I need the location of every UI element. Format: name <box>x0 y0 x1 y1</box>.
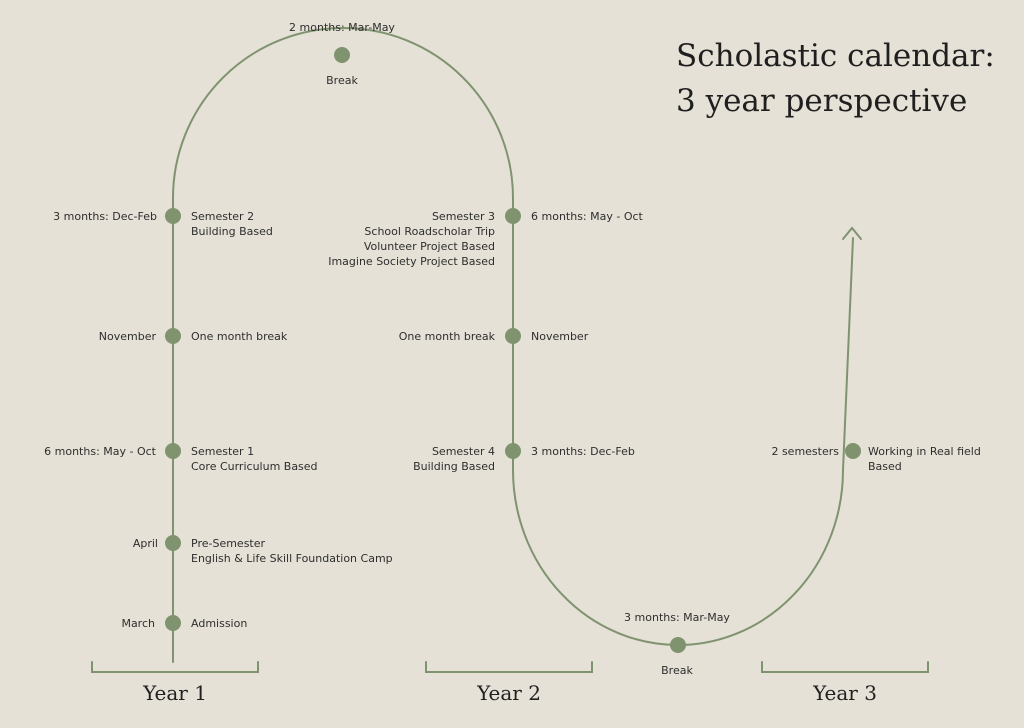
year-2-label: Year 2 <box>477 681 541 705</box>
year-3-label: Year 3 <box>813 681 877 705</box>
y1-march-right-label: Admission <box>191 617 248 630</box>
bottom-break-below-label: Break <box>661 664 693 677</box>
y3-field-left-label: 2 semesters <box>771 445 839 458</box>
node-dot-y2-november <box>505 328 521 344</box>
page-title <box>676 34 995 124</box>
y3-field-right-label: Working in Real field Based <box>868 445 981 473</box>
year-1-bracket <box>92 662 258 672</box>
y1-sem2-left-label: 3 months: Dec-Feb <box>53 210 157 223</box>
node-dot-bottom-break <box>670 637 686 653</box>
node-dot-y1-sem2 <box>165 208 181 224</box>
node-dot-y2-sem4 <box>505 443 521 459</box>
node-dot-y2-sem3 <box>505 208 521 224</box>
y2-november-right-label: November <box>531 330 589 343</box>
y2-november-left-label: One month break <box>398 330 495 343</box>
y1-sem1-left-label: 6 months: May - Oct <box>44 445 156 458</box>
y2-sem4-right-label: 3 months: Dec-Feb <box>531 445 635 458</box>
y1-march-left-label: March <box>121 617 155 630</box>
y1-sem1-right-label: Semester 1 Core Curriculum Based <box>191 445 318 473</box>
y1-april-left-label: April <box>132 537 158 550</box>
y1-april-right-label: Pre-Semester English & Life Skill Foundation Camp <box>191 537 393 565</box>
node-dot-y1-sem1 <box>165 443 181 459</box>
top-break-below-label: Break <box>326 74 358 87</box>
node-dot-y1-april <box>165 535 181 551</box>
node-dot-y1-march <box>165 615 181 631</box>
y2-sem3-left-label: Semester 3 School Roadscholar Trip Volunteer Project Based Imagine Society Project Based <box>328 210 495 268</box>
bottom-break-above-label: 3 months: Mar-May <box>624 611 730 624</box>
top-break-above-label: 2 months: Mar-May <box>289 21 395 34</box>
y1-november-left-label: November <box>98 330 156 343</box>
y1-november-right-label: One month break <box>191 330 288 343</box>
year-3-bracket <box>762 662 928 672</box>
arrow-head-icon <box>843 228 861 239</box>
node-dot-top-break <box>334 47 350 63</box>
year-2-bracket <box>426 662 592 672</box>
y1-sem2-right-label: Semester 2 Building Based <box>191 210 273 238</box>
title-line-1: Scholastic calendar: <box>676 38 995 74</box>
node-dot-y1-november <box>165 328 181 344</box>
node-dot-y3-field <box>845 443 861 459</box>
y2-sem3-right-label: 6 months: May - Oct <box>531 210 643 223</box>
y2-sem4-left-label: Semester 4 Building Based <box>413 445 495 473</box>
title-line-2: 3 year perspective <box>676 83 968 119</box>
year-1-label: Year 1 <box>143 681 207 705</box>
